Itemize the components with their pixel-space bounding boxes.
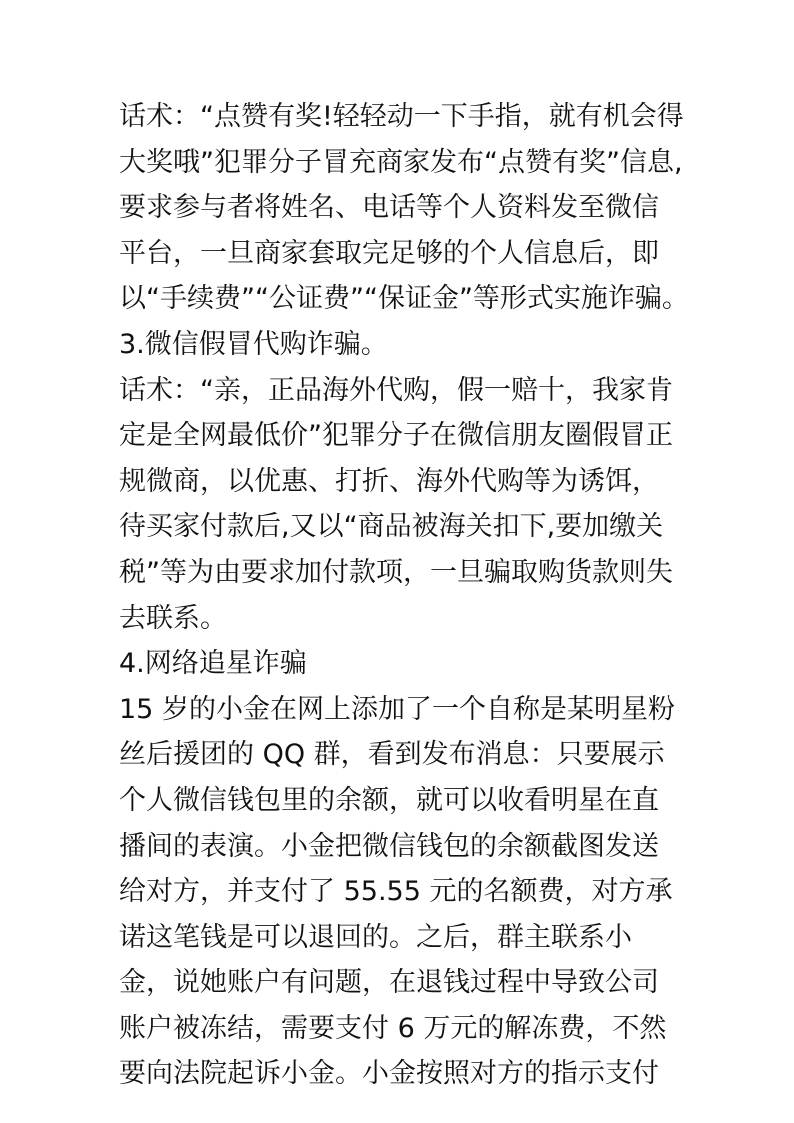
text-line: 话术：“点赞有奖!轻轻动一下手指，就有机会得: [119, 101, 684, 132]
text-line: 金，说她账户有问题，在退钱过程中导致公司: [119, 967, 659, 999]
document-body: [119, 94, 699, 1097]
text-line: 15 岁的小金在网上添加了一个自称是某明星粉: [119, 693, 675, 725]
text-line: 待买家付款后,又以“商品被海关扣下,要加缴关: [119, 511, 664, 543]
text-line: 以“手续费”“公证费”“保证金”等形式实施诈骗。: [119, 283, 689, 315]
text-line: 诺这笔钱是可以退回的。之后，群主联系小: [119, 921, 632, 953]
section-heading: 4.网络追星诈骗: [119, 648, 307, 680]
text-line: 大奖哦”犯罪分子冒充商家发布“点赞有奖”信息,: [119, 146, 683, 178]
text-line: 平台，一旦商家套取完足够的个人信息后，即: [119, 237, 659, 269]
section-heading: 3.微信假冒代购诈骗。: [119, 328, 388, 360]
text-line: 要求参与者将姓名、电话等个人资料发至微信: [119, 192, 659, 224]
text-line: 定是全网最低价”犯罪分子在微信朋友圈假冒正: [119, 420, 673, 452]
text-line: 要向法院起诉小金。小金按照对方的指示支付: [119, 1058, 659, 1090]
text-line: 账户被冻结，需要支付 6 万元的解冻费，不然: [119, 1012, 667, 1044]
text-line: 去联系。: [119, 602, 227, 634]
text-line: 税”等为由要求加付款项，一旦骗取购货款则失: [119, 556, 673, 588]
text-line: 播间的表演。小金把微信钱包的余额截图发送: [119, 830, 659, 862]
text-line: 丝后援团的 QQ 群，看到发布消息：只要展示: [119, 739, 665, 771]
text-line: 给对方，并支付了 55.55 元的名额费，对方承: [119, 876, 673, 908]
text-line: 个人微信钱包里的余额，就可以收看明星在直: [119, 784, 659, 816]
text-line: 话术：“亲，正品海外代购，假一赔十，我家肯: [119, 374, 673, 406]
text-line: 规微商，以优惠、打折、海外代购等为诱饵，: [119, 465, 659, 497]
